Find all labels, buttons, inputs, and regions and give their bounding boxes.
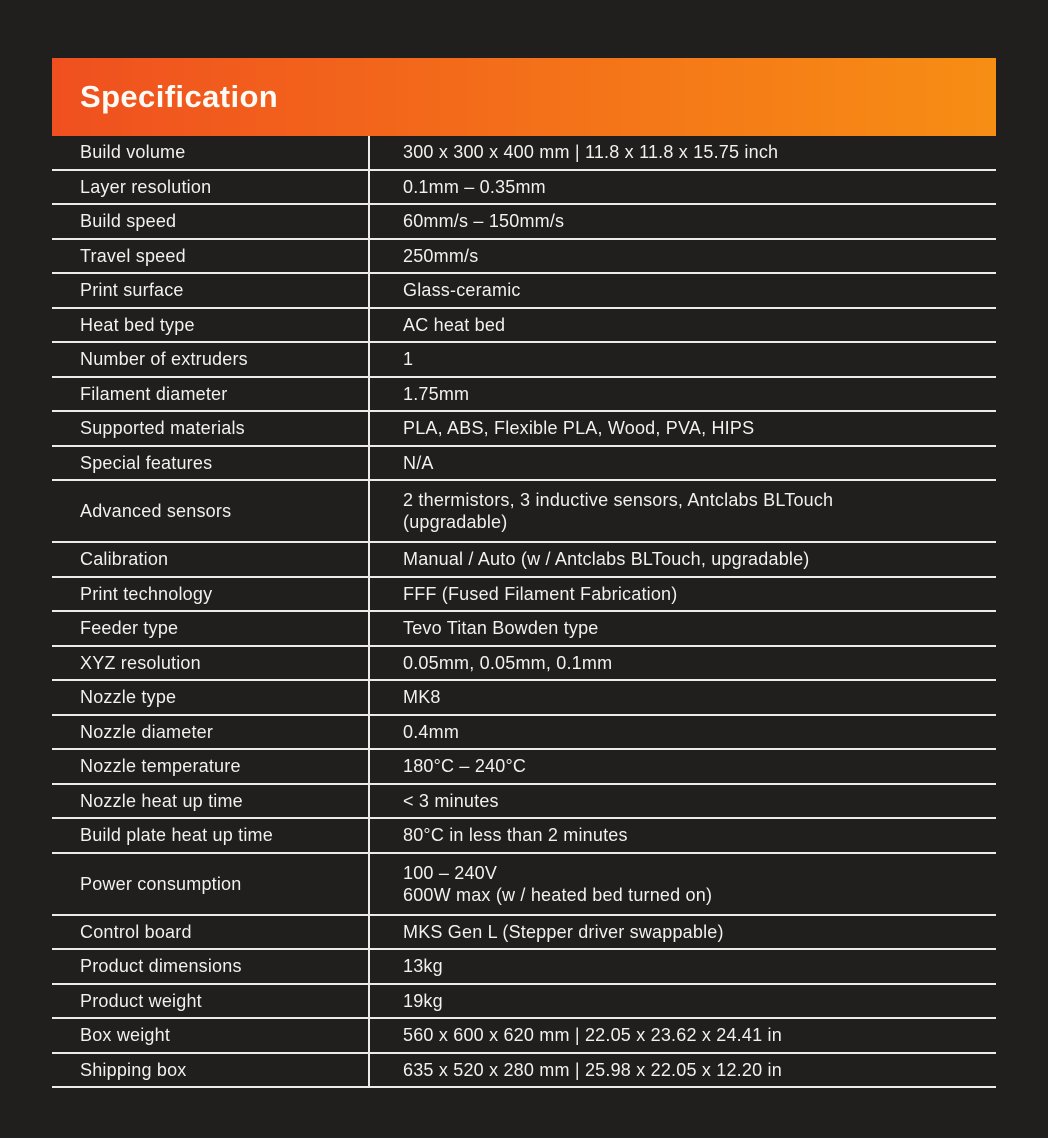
row-label: Nozzle temperature	[80, 756, 241, 777]
row-label: Filament diameter	[80, 383, 228, 404]
row-label: Build volume	[80, 142, 186, 163]
table-row	[52, 647, 996, 682]
row-value-line: < 3 minutes	[403, 790, 499, 811]
table-row	[52, 950, 996, 985]
row-value-line: 250mm/s	[403, 245, 479, 266]
row-value	[368, 985, 996, 1018]
row-label: Control board	[80, 921, 192, 942]
table-row	[52, 343, 996, 378]
row-value	[368, 916, 996, 949]
table-row	[52, 750, 996, 785]
row-value-line: MK8	[403, 687, 441, 708]
row-value	[368, 819, 996, 852]
table-row	[52, 819, 996, 854]
row-value-line: 13kg	[403, 956, 443, 977]
row-value-line: 0.1mm – 0.35mm	[403, 176, 546, 197]
row-label: Layer resolution	[80, 176, 212, 197]
row-label: Print surface	[80, 280, 184, 301]
row-label: Build speed	[80, 211, 177, 232]
table-row	[52, 716, 996, 751]
row-value	[368, 543, 996, 576]
table-row	[52, 854, 996, 916]
table-row	[52, 309, 996, 344]
row-value-line: 1	[403, 349, 414, 370]
row-value-line: Tevo Titan Bowden type	[403, 618, 599, 639]
table-row	[52, 543, 996, 578]
row-value-line: 19kg	[403, 990, 443, 1011]
row-value-line: 1.75mm	[403, 383, 470, 404]
table-row	[52, 378, 996, 413]
table-row	[52, 274, 996, 309]
row-label: Special features	[80, 452, 213, 473]
table-row	[52, 612, 996, 647]
row-label: Product weight	[80, 990, 202, 1011]
row-label: Travel speed	[80, 245, 186, 266]
row-value	[368, 240, 996, 273]
row-label: Build plate heat up time	[80, 825, 273, 846]
row-value-line: 300 x 300 x 400 mm | 11.8 x 11.8 x 15.75 inch	[403, 142, 779, 163]
table-row	[52, 1019, 996, 1054]
table-row	[52, 681, 996, 716]
row-value-line: 0.05mm, 0.05mm, 0.1mm	[403, 652, 613, 673]
row-value-line: 180°C – 240°C	[403, 756, 527, 777]
row-label: Box weight	[80, 1025, 171, 1046]
row-value-line: Glass-ceramic	[403, 280, 521, 301]
table-row	[52, 785, 996, 820]
row-value	[368, 412, 996, 445]
row-label: Nozzle type	[80, 687, 177, 708]
row-label: Power consumption	[80, 873, 242, 894]
row-value	[368, 1054, 996, 1087]
row-value	[368, 950, 996, 983]
table-row	[52, 481, 996, 543]
row-value-line: PLA, ABS, Flexible PLA, Wood, PVA, HIPS	[403, 418, 755, 439]
table-row	[52, 240, 996, 275]
row-value-line: N/A	[403, 452, 434, 473]
row-value-line: 0.4mm	[403, 721, 460, 742]
row-value	[368, 136, 996, 169]
row-value	[368, 343, 996, 376]
page-title: Specification	[80, 79, 279, 114]
row-value-line: 60mm/s – 150mm/s	[403, 211, 565, 232]
spec-table	[52, 136, 996, 1088]
row-value	[368, 612, 996, 645]
row-label: Shipping box	[80, 1059, 187, 1080]
row-label: Print technology	[80, 583, 213, 604]
row-value	[368, 205, 996, 238]
row-value-line: AC heat bed	[403, 314, 506, 335]
row-value-line: (upgradable)	[403, 512, 508, 532]
row-value-line: 600W max (w / heated bed turned on)	[403, 884, 713, 905]
table-row	[52, 578, 996, 613]
row-label: Product dimensions	[80, 956, 242, 977]
row-label: Advanced sensors	[80, 501, 232, 521]
row-value-line: 635 x 520 x 280 mm | 25.98 x 22.05 x 12.20 in	[403, 1059, 782, 1080]
table-row	[52, 412, 996, 447]
row-label: Feeder type	[80, 618, 179, 639]
row-value	[368, 785, 996, 818]
table-row	[52, 171, 996, 206]
row-value-line: 2 thermistors, 3 inductive sensors, Antclabs BLTouch	[403, 490, 834, 510]
row-label: Nozzle heat up time	[80, 790, 243, 811]
table-row	[52, 447, 996, 482]
row-value-line: MKS Gen L (Stepper driver swappable)	[403, 921, 724, 942]
row-value	[368, 647, 996, 680]
row-value	[368, 171, 996, 204]
row-value	[368, 309, 996, 342]
row-value	[368, 378, 996, 411]
row-value	[368, 750, 996, 783]
row-value-line: 100 – 240V	[403, 862, 498, 883]
row-value-line: 560 x 600 x 620 mm | 22.05 x 23.62 x 24.41 in	[403, 1025, 782, 1046]
spec-header-banner	[52, 58, 996, 136]
row-value-line: 80°C in less than 2 minutes	[403, 825, 628, 846]
row-value	[368, 481, 996, 541]
row-label: Number of extruders	[80, 349, 248, 370]
table-row	[52, 205, 996, 240]
row-label: Calibration	[80, 549, 169, 570]
row-value	[368, 274, 996, 307]
row-value	[368, 681, 996, 714]
row-label: XYZ resolution	[80, 652, 201, 673]
row-value-line: Manual / Auto (w / Antclabs BLTouch, upgradable)	[403, 549, 810, 570]
table-row	[52, 985, 996, 1020]
row-value	[368, 716, 996, 749]
row-label: Heat bed type	[80, 314, 195, 335]
table-row	[52, 916, 996, 951]
row-label: Supported materials	[80, 418, 245, 439]
row-label: Nozzle diameter	[80, 721, 214, 742]
row-value	[368, 578, 996, 611]
table-row	[52, 136, 996, 171]
row-value-line: FFF (Fused Filament Fabrication)	[403, 583, 678, 604]
row-value	[368, 854, 996, 914]
row-value	[368, 447, 996, 480]
row-value	[368, 1019, 996, 1052]
table-row	[52, 1054, 996, 1089]
